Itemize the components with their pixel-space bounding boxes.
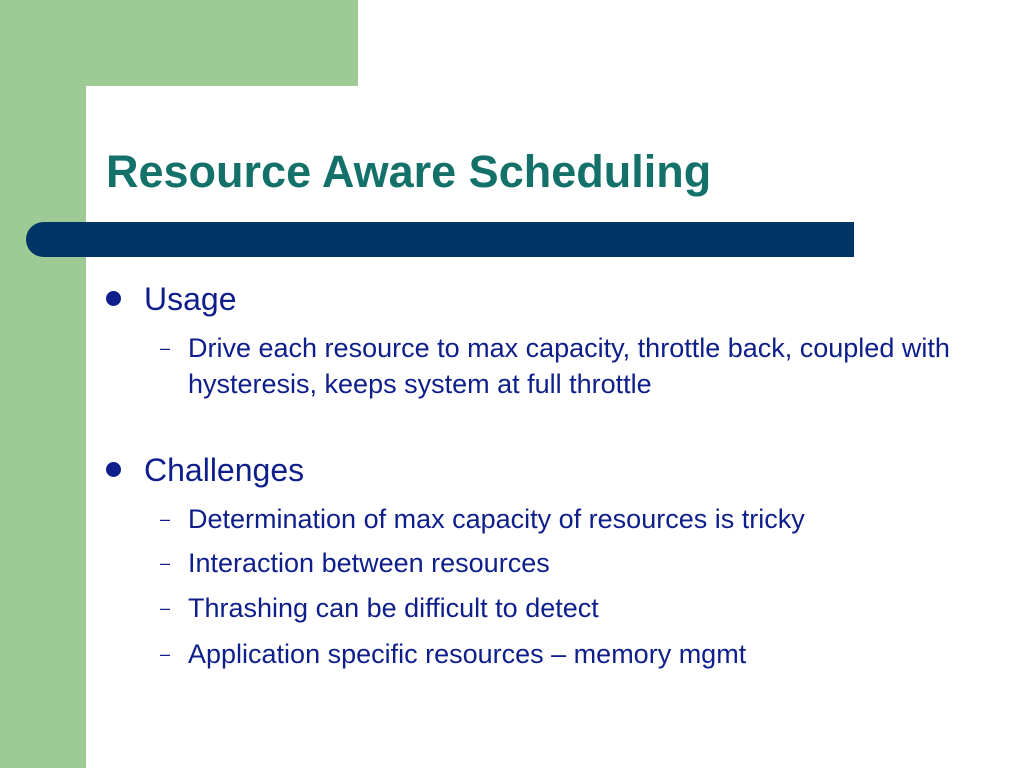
bullet-text: Usage bbox=[144, 281, 237, 317]
dash-icon: – bbox=[160, 338, 171, 358]
slide-title: Resource Aware Scheduling bbox=[106, 146, 712, 197]
bullet-text: Challenges bbox=[144, 452, 305, 488]
dash-icon: – bbox=[160, 553, 171, 573]
bullet-dot-icon bbox=[106, 462, 121, 477]
sub-bullet-text: Thrashing can be difficult to detect bbox=[188, 593, 599, 623]
sub-bullet-text: Drive each resource to max capacity, throttle back, coupled with hysteresis, keeps system at full throttle bbox=[188, 333, 950, 399]
dash-icon: – bbox=[160, 598, 171, 618]
sub-bullet-text: Application specific resources – memory mgmt bbox=[188, 639, 747, 669]
sub-bullet-text: Interaction between resources bbox=[188, 548, 550, 578]
bullet-dot-icon bbox=[106, 291, 121, 306]
dash-icon: – bbox=[160, 509, 171, 529]
sub-bullet-text: Determination of max capacity of resources is tricky bbox=[188, 504, 805, 534]
dash-icon: – bbox=[160, 644, 171, 664]
